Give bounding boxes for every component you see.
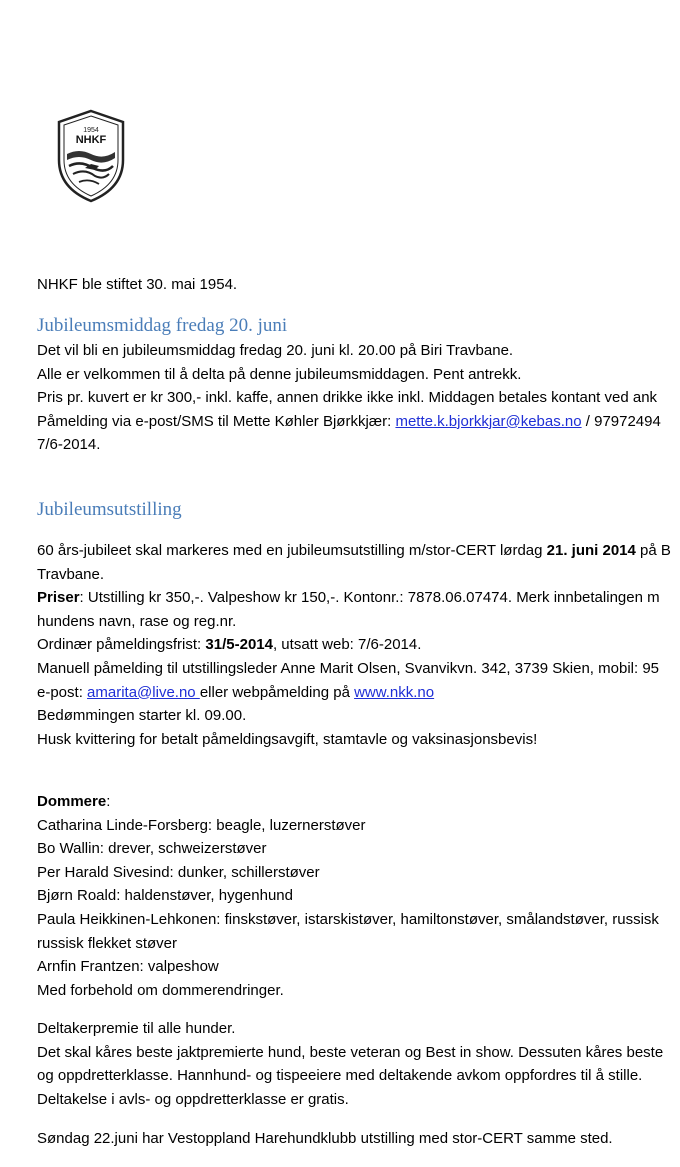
dinner-line: Pris pr. kuvert er kr 300,- inkl. kaffe, annen drikke ikke inkl. Middagen betales kontant ved ank [37, 389, 658, 407]
judges-section [37, 790, 659, 1002]
judges-label: Dommere: [37, 793, 111, 810]
prizes-line: Deltakerpremie til alle hunder. [37, 1020, 236, 1037]
show-email: e-post: amarita@live.no eller webpåmelding på www.nkk.no [37, 683, 435, 701]
prizes-line: Det skal kåres beste jaktpremierte hund, beste veteran og Best in show. Dessuten kåres beste [37, 1043, 664, 1061]
judge-line: russisk flekket støver [37, 934, 178, 952]
judge-line: Bjørn Roald: haldenstøver, hygenhund [37, 887, 293, 905]
logo-year: 1954 [83, 127, 99, 134]
judge-line: Bo Wallin: drever, schweizerstøver [37, 840, 267, 858]
dinner-email-link[interactable]: mette.k.bjorkkjar@kebas.no [395, 412, 582, 430]
dinner-line: Det vil bli en jubileumsmiddag fredag 20. juni kl. 20.00 på Biri Travbane. [37, 342, 514, 359]
prizes-line: og oppdretterklasse. Hannhund- og tispeeiere med deltakende avkom oppfordres til å stille. [37, 1067, 643, 1085]
show-intro: 60 års-jubileet skal markeres med en jubileumsutstilling m/stor-CERT lørdag 21. juni 2014 på B [37, 542, 671, 559]
show-prices: Priser: Utstilling kr 350,-. Valpeshow kr 150,-. Kontonr.: 7878.06.07474. Merk innbetalingen m [37, 589, 660, 607]
show-email-link[interactable]: amarita@live.no [87, 683, 200, 701]
judge-line: Catharina Linde-Forsberg: beagle, luzernerstøver [37, 816, 366, 834]
show-judging: Bedømmingen starter kl. 09.00. [37, 707, 247, 725]
judge-line: Med forbehold om dommerendringer. [37, 981, 284, 999]
judge-line: Per Harald Sivesind: dunker, schillerstøver [37, 863, 320, 881]
show-section [37, 539, 671, 751]
show-reminder: Husk kvittering for betalt påmeldingsavgift, stamtavle og vaksinasjonsbevis! [37, 730, 538, 748]
sunday-text: Søndag 22.juni har Vestoppland Harehundklubb utstilling med stor-CERT samme sted. [37, 1130, 613, 1147]
dinner-heading: Jubileumsmiddag fredag 20. juni [37, 315, 288, 336]
show-intro-cont: Travbane. [37, 565, 104, 583]
dinner-deadline: 7/6-2014. [37, 436, 101, 454]
founded-text: NHKF ble stiftet 30. mai 1954. [37, 276, 238, 293]
nhkf-logo [55, 108, 127, 204]
nkk-web-link[interactable]: www.nkk.no [354, 683, 435, 701]
prizes-section [37, 1017, 663, 1111]
show-heading: Jubileumsutstilling [37, 499, 182, 520]
show-prices-cont: hundens navn, rase og reg.nr. [37, 612, 237, 630]
judge-line: Arnfin Frantzen: valpeshow [37, 958, 219, 976]
dinner-line: Alle er velkommen til å delta på denne jubileumsmiddagen. Pent antrekk. [37, 365, 522, 383]
show-manual: Manuell påmelding til utstillingsleder Anne Marit Olsen, Svanvikvn. 342, 3739 Skien, mobil: 95 [37, 659, 660, 677]
show-deadline: Ordinær påmeldingsfrist: 31/5-2014, utsatt web: 7/6-2014. [37, 636, 422, 654]
prizes-line: Deltakelse i avls- og oppdretterklasse er gratis. [37, 1090, 349, 1108]
judge-line: Paula Heikkinen-Lehkonen: finskstøver, istarskistøver, hamiltonstøver, smålandstøver, russisk [37, 910, 659, 928]
dinner-section [37, 339, 661, 457]
dinner-signup: Påmelding via e-post/SMS til Mette Køhler Bjørkkjær: mette.k.bjorkkjar@kebas.no / 97972494 [37, 412, 661, 430]
logo-letters: NHKF [75, 134, 107, 146]
